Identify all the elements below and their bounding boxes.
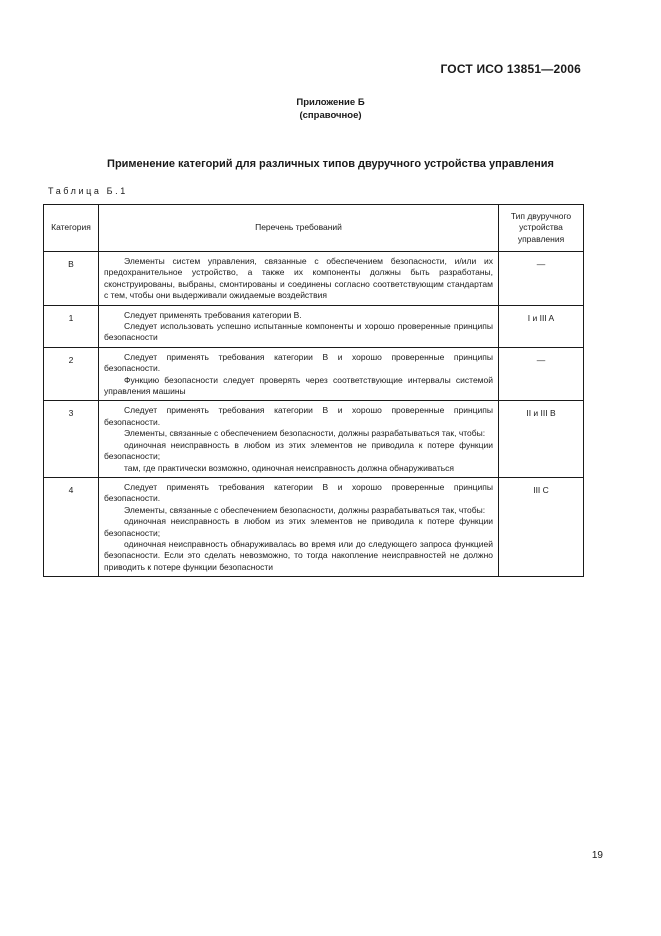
annex-subtitle: (справочное) <box>299 110 362 121</box>
requirement-paragraph: Элементы систем управления, связанные с обеспечением безопасности, и/или их предохранительное устройство, а также их компоненты должны быть разработаны, сконструированы, выбраны, смонтированы и соединены согласно соответствующим стандартам с тем, чтобы они выдерживали ожидаемые воздействия <box>104 256 493 301</box>
annex-title: Приложение Б <box>296 97 365 108</box>
category-cell: 4 <box>44 477 99 576</box>
table-row <box>44 252 584 306</box>
table-row <box>44 477 584 576</box>
device-type-cell: I и III A <box>499 305 584 347</box>
requirement-paragraph: одиночная неисправность в любом из этих элементов не приводила к потере функции безопасности; <box>104 516 493 538</box>
requirement-paragraph: там, где практически возможно, одиночная неисправность должна обнаруживаться <box>124 462 454 473</box>
device-type-cell: — <box>499 347 584 401</box>
requirement-paragraph: Функцию безопасности следует проверять через соответствующие интервалы системой управления машины <box>104 374 493 397</box>
requirement-paragraph: Следует применять требования категории В и хорошо проверенные принципы безопасности. <box>104 481 493 504</box>
page-title: Применение категорий для различных типов двуручного устройства управления <box>107 158 554 170</box>
requirements-cell <box>99 305 499 347</box>
requirement-paragraph: одиночная неисправность в любом из этих элементов не приводила к потере функции безопасности; <box>104 439 493 462</box>
requirement-paragraph: Элементы, связанные с обеспечением безопасности, должны разрабатываться так, чтобы: <box>124 504 486 515</box>
requirements-cell <box>99 347 499 401</box>
header-requirements: Перечень требований <box>99 205 499 252</box>
category-cell: 3 <box>44 401 99 477</box>
requirement-paragraph: Следует применять требования категории В и хорошо проверенные принципы безопасности. <box>104 351 493 374</box>
table-row <box>44 305 584 347</box>
device-type-cell: III C <box>499 477 584 576</box>
table-body <box>44 252 584 577</box>
requirements-cell <box>99 401 499 477</box>
category-cell: 1 <box>44 305 99 347</box>
table-label: Таблица Б.1 <box>48 186 128 196</box>
requirements-cell <box>99 477 499 576</box>
category-cell: B <box>44 252 99 306</box>
header-category: Категория <box>44 205 99 252</box>
device-type-cell: — <box>499 252 584 306</box>
annex-heading <box>0 96 661 122</box>
requirement-paragraph: одиночная неисправность обнаруживалась во время или до следующего запроса функцией безопасности. Если это сделать невозможно, то тогда накопление неисправностей не должно приводить к потере функции безопасности <box>104 538 493 572</box>
table-header-row <box>44 205 584 252</box>
header-device-type: Тип двуручного устройства управления <box>499 205 584 252</box>
requirement-paragraph: Следует использовать успешно испытанные компоненты и хорошо проверенные принципы безопасности <box>104 321 493 343</box>
table-row <box>44 347 584 401</box>
requirement-paragraph: Элементы, связанные с обеспечением безопасности, должны разрабатываться так, чтобы: <box>124 428 486 439</box>
table-row <box>44 401 584 477</box>
document-code: ГОСТ ИСО 13851—2006 <box>440 62 581 76</box>
categories-table <box>43 204 584 577</box>
page-number: 19 <box>591 850 603 861</box>
requirements-cell <box>99 252 499 306</box>
device-type-cell: II и III B <box>499 401 584 477</box>
requirement-paragraph: Следует применять требования категории В. <box>124 309 302 320</box>
category-cell: 2 <box>44 347 99 401</box>
requirement-paragraph: Следует применять требования категории В и хорошо проверенные принципы безопасности. <box>104 405 493 427</box>
